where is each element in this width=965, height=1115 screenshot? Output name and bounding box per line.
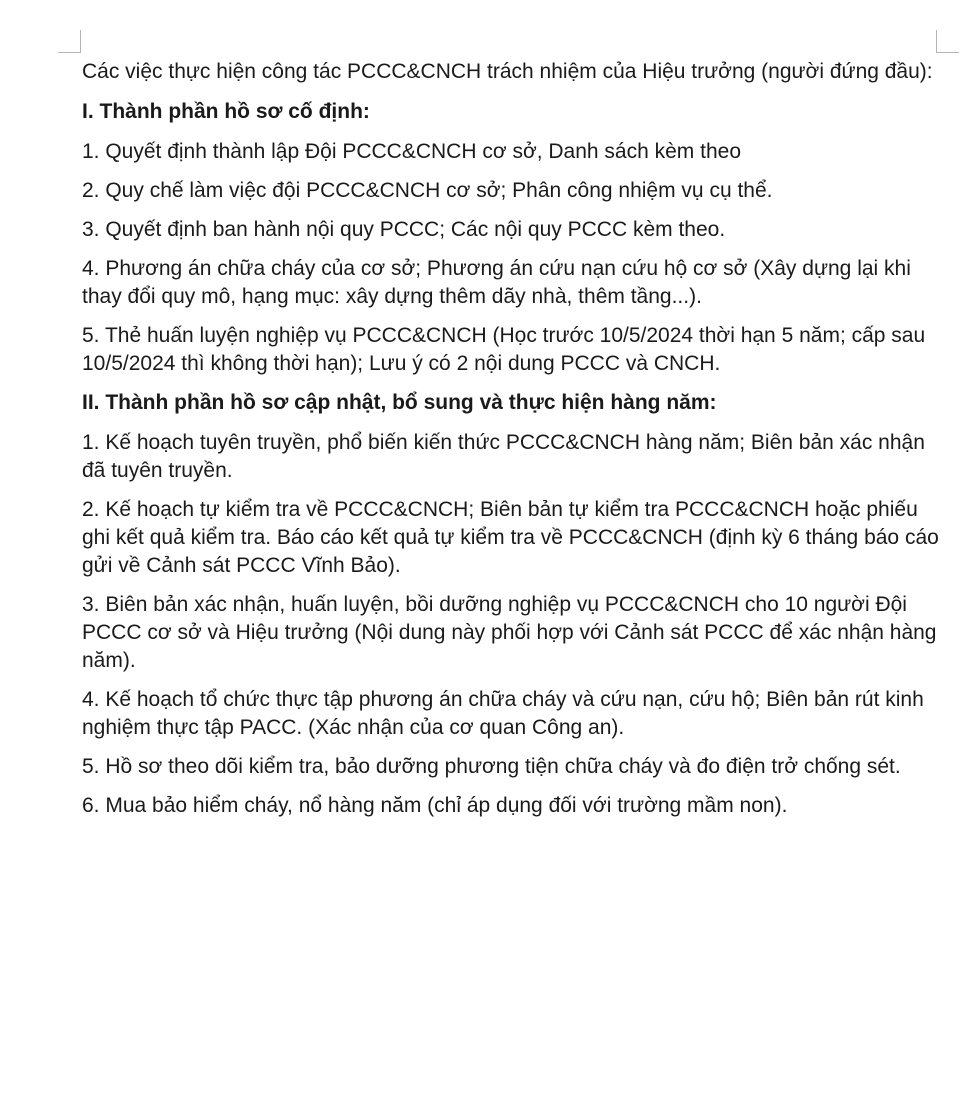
section-1-item-5: 5. Thẻ huấn luyện nghiệp vụ PCCC&CNCH (Học trước 10/5/2024 thời hạn 5 năm; cấp sau 10/5/2024 thì không thời hạn); Lưu ý có 2 nội dung PCCC và CNCH. bbox=[82, 324, 926, 375]
section-2-item-3: 3. Biên bản xác nhận, huấn luyện, bồi dưỡng nghiệp vụ PCCC&CNCH cho 10 người Đội PCCC cơ sở và Hiệu trưởng (Nội dung này phối hợp với Cảnh sát PCCC để xác nhận hàng năm). bbox=[82, 593, 937, 672]
page-corner-mark-top-right bbox=[936, 30, 959, 53]
section-1-item-3: 3. Quyết định ban hành nội quy PCCC; Các nội quy PCCC kèm theo. bbox=[82, 218, 726, 241]
page-corner-mark-top-left bbox=[58, 30, 81, 53]
section-2-item-6: 6. Mua bảo hiểm cháy, nổ hàng năm (chỉ áp dụng đối với trường mầm non). bbox=[82, 794, 788, 817]
section-2-item-5: 5. Hồ sơ theo dõi kiểm tra, bảo dưỡng phương tiện chữa cháy và đo điện trở chống sét. bbox=[82, 755, 901, 778]
section-1-item-4: 4. Phương án chữa cháy của cơ sở; Phương án cứu nạn cứu hộ cơ sở (Xây dựng lại khi thay đổi quy mô, hạng mục: xây dựng thêm dãy nhà, thêm tầng...). bbox=[82, 257, 911, 308]
document-body[interactable] bbox=[82, 58, 948, 831]
section-1-item-2: 2. Quy chế làm việc đội PCCC&CNCH cơ sở; Phân công nhiệm vụ cụ thể. bbox=[82, 179, 773, 202]
section-2-heading: II. Thành phần hồ sơ cập nhật, bổ sung và thực hiện hàng năm: bbox=[82, 391, 717, 414]
section-2-item-4: 4. Kế hoạch tổ chức thực tập phương án chữa cháy và cứu nạn, cứu hộ; Biên bản rút kinh nghiệm thực tập PACC. (Xác nhận của cơ quan Công an). bbox=[82, 688, 924, 739]
section-2-item-1: 1. Kế hoạch tuyên truyền, phổ biến kiến thức PCCC&CNCH hàng năm; Biên bản xác nhận đã tuyên truyền. bbox=[82, 431, 925, 482]
section-1-heading: I. Thành phần hồ sơ cố định: bbox=[82, 100, 370, 123]
intro-paragraph: Các việc thực hiện công tác PCCC&CNCH trách nhiệm của Hiệu trưởng (người đứng đầu): bbox=[82, 60, 933, 83]
section-1-item-1: 1. Quyết định thành lập Đội PCCC&CNCH cơ sở, Danh sách kèm theo bbox=[82, 140, 741, 163]
section-2-item-2: 2. Kế hoạch tự kiểm tra về PCCC&CNCH; Biên bản tự kiểm tra PCCC&CNCH hoặc phiếu ghi kết quả kiểm tra. Báo cáo kết quả tự kiểm tra về PCCC&CNCH (định kỳ 6 tháng báo cáo gửi về Cảnh sát PCCC Vĩnh Bảo). bbox=[82, 498, 939, 577]
